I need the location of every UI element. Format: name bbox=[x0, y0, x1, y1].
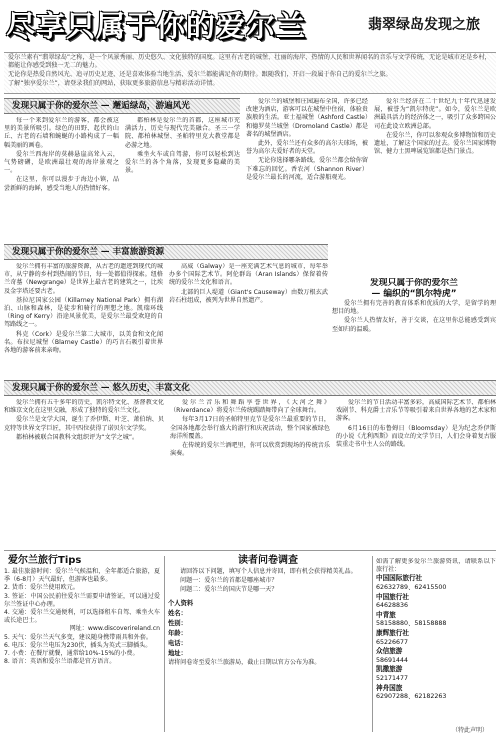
paragraph: 每一个来到爱尔兰的游客，都会被这里的美景所吸引。绿色的田野、起伏的山丘、古老的石墙和蜿蜒的小路构成了一幅幅美丽的画卷。 bbox=[4, 117, 119, 149]
agency-name: 中青旅 bbox=[376, 610, 396, 619]
text-column bbox=[336, 399, 496, 459]
title-line: 发现只属于你的爱尔兰 bbox=[370, 278, 458, 288]
reader-survey-title: 读者问卷调查 bbox=[238, 555, 298, 566]
agency-phone: 58691444 bbox=[376, 656, 409, 664]
text-column bbox=[374, 98, 496, 183]
section-body bbox=[4, 117, 240, 194]
text-column bbox=[125, 117, 240, 194]
lead-paragraph: 爱尔兰素有“翡翠绿岛”之称，是一个风景秀丽、历史悠久、文化独特的国度。这里有古老的城堡、壮丽的海岸、热情的人民和世界闻名的音乐与文学传统，无论是城市还是乡村，都能让你感受到独一无二的魅力。 bbox=[8, 54, 491, 69]
section-body bbox=[4, 263, 328, 356]
paragraph: 爱尔兰的城堡和庄园遍布全国，许多已经改建为酒店，游客可以在城堡中住宿，体验贵族般的生活。亚士福城堡（Ashford Castle）和德罗莫兰城堡（Dromoland Castle）都是著名的城堡酒店。 bbox=[246, 98, 368, 138]
survey-question: 问题二：爱尔兰的国庆节是哪一天？ bbox=[180, 586, 278, 594]
form-section-label: 个人资料 bbox=[168, 599, 194, 607]
footer-note: （特此声明） bbox=[452, 727, 489, 734]
agency-phone: 62632789、62415500 bbox=[376, 584, 447, 591]
text-column bbox=[246, 98, 368, 183]
tip-item: 5. 天气：爱尔兰天气多变，建议随身携带雨具和外套。 bbox=[4, 633, 152, 641]
agency-item bbox=[376, 665, 496, 683]
masthead bbox=[0, 0, 500, 52]
sidebar-feature-body bbox=[332, 300, 496, 334]
tip-item: 网址：www.discoverireland.cn bbox=[69, 625, 160, 633]
form-field-address[interactable]: 地址： bbox=[168, 649, 187, 657]
paragraph: 爱尔兰拥有完善的教育体系和优质的大学，是留学的理想目的地。 bbox=[332, 300, 496, 316]
paragraph: 爱尔兰是文学大国，诞生了乔伊斯、叶芝、萧伯纳、贝克特等世界文学巨匠，其中四位获得了诺贝尔文学奖。 bbox=[4, 416, 164, 432]
paragraph: 在这里，你可以漫步于海边小镇，品尝新鲜的海鲜，感受当地人的热情好客。 bbox=[4, 176, 119, 192]
sidebar-feature-title bbox=[332, 278, 496, 300]
paragraph: 无论你选择哪条路线，爱尔兰都会给你留下难忘的回忆。香农河（Shannon River）是爱尔兰最长的河流，适合游船观光。 bbox=[246, 157, 368, 181]
paragraph: 6月16日的布鲁姆日（Bloomsday）是为纪念乔伊斯的小说《尤利西斯》而设立的文学节日，人们会身着复古服装重走书中主人公的路线。 bbox=[336, 424, 496, 449]
survey-question: 问题一：爱尔兰的首都是哪座城市？ bbox=[180, 577, 278, 585]
agency-name: 中国旅行社 bbox=[376, 592, 409, 601]
paragraph: 爱尔兰经济在二十世纪九十年代迅速发展，被誉为“凯尔特虎”。如今，爱尔兰是欧洲最具活力的经济体之一，吸引了众多跨国公司在此设立欧洲总部。 bbox=[374, 98, 496, 130]
agency-phone: 64628836 bbox=[376, 602, 409, 610]
section-heading: 发现只属于你的爱尔兰 — 丰富旅游资源 bbox=[4, 244, 328, 260]
agency-item bbox=[376, 647, 496, 665]
paragraph: 每年3月17日的圣帕特里克节是爱尔兰最重要的节日，全国各地都会举行盛大的游行和庆祝活动，整个国家被绿色海洋所覆盖。 bbox=[170, 416, 330, 440]
agency-name: 众信旅游 bbox=[376, 647, 403, 656]
paragraph: 科克（Cork）是爱尔兰第二大城市，以美食和文化闻名。布拉尼城堡（Blarney Castle）的巧言石吸引着世界各地的游客前来亲吻。 bbox=[4, 330, 163, 355]
reader-survey bbox=[168, 554, 368, 734]
continuation-columns bbox=[246, 98, 496, 183]
agency-name: 康辉旅行社 bbox=[376, 628, 409, 637]
paragraph: 爱尔兰人热情友好，善于交谈，在这里你总能感受到宾至如归的温暖。 bbox=[332, 317, 496, 333]
text-column bbox=[169, 263, 328, 356]
title-line: — 编织的“凯尔特虎” bbox=[371, 289, 457, 299]
section-scenery bbox=[4, 98, 240, 238]
travel-tips bbox=[4, 554, 160, 734]
lead-paragraph: 了解“独享爱尔兰”，请登录我们的网站，获取更多旅游信息与精彩活动详情。 bbox=[8, 80, 219, 87]
column-divider bbox=[372, 556, 373, 732]
tip-item: 4. 交通：爱尔兰交通便利，可以选择租车自驾、乘坐火车或长途巴士。 bbox=[4, 609, 160, 625]
paragraph: 乘坐火车或自驾游，你可以轻松到达爱尔兰的各个角落，发现更多隐藏的美景。 bbox=[125, 150, 240, 175]
tip-item: 6. 电压：爱尔兰电压为230伏，插头为英式三脚插头。 bbox=[4, 641, 152, 649]
paragraph: 此外，爱尔兰还有众多的高尔夫球场，被誉为高尔夫爱好者的天堂。 bbox=[246, 140, 368, 156]
agency-name: 中国国际旅行社 bbox=[376, 574, 423, 583]
text-column bbox=[4, 263, 163, 356]
travel-tips-title: 爱尔兰旅行Tips bbox=[8, 555, 82, 566]
agency-item bbox=[376, 629, 496, 647]
paragraph: 爱尔兰拥有五千多年的历史，凯尔特文化、基督教文化和维京文化在这里交融，形成了独特的爱尔兰文化。 bbox=[4, 399, 164, 415]
paragraph: 爱尔兰拥有丰富的旅游资源，从古老的遗迹到现代的城市，从宁静的乡村到热闹的节日，每一处都值得探索。纽格兰奇墓（Newgrange）是世界上最古老的建筑之一，比埃及金字塔还要古老。 bbox=[4, 263, 163, 295]
page-title: 尽享只属于你的爱尔兰 bbox=[6, 9, 307, 43]
form-field-age[interactable]: 年龄： bbox=[168, 629, 187, 637]
paragraph: 基拉尼国家公园（Killarney National Park）拥有湖泊、山脉和森林，是徒步和骑行的理想之地。凯瑞环线（Ring of Kerry）沿途风景优美，是爱尔兰最受欢迎的自驾路线之一。 bbox=[4, 296, 163, 329]
survey-intro: 请回答以下问题，填写个人信息并寄回，即有机会获得精美礼品。 bbox=[180, 568, 357, 575]
agency-name: 神舟国旅 bbox=[376, 683, 403, 692]
section-divider bbox=[4, 550, 496, 551]
agency-name: 凯撒旅游 bbox=[376, 665, 403, 674]
text-column bbox=[170, 399, 330, 459]
paragraph: 在爱尔兰，你可以参观众多博物馆和历史遗址，了解这个国家的过去。爱尔兰国家博物馆、健力士黑啤展览馆都是热门景点。 bbox=[374, 131, 496, 156]
agency-phone: 58158880、58158888 bbox=[376, 620, 447, 628]
paragraph: 都柏林被联合国教科文组织评为“文学之城”。 bbox=[16, 433, 139, 441]
text-column bbox=[4, 399, 164, 459]
paragraph: 爱尔兰音乐和舞蹈享誉世界，《大河之舞》（Riverdance）将爱尔兰传统踢踏舞带向了全球舞台。 bbox=[170, 399, 330, 415]
paragraph: 北部的巨人堤道（Giant's Causeway）由数万根玄武岩石柱组成，被列为世界自然遗产。 bbox=[169, 288, 328, 304]
sidebar-feature bbox=[332, 278, 496, 374]
form-field-name[interactable]: 姓名： bbox=[168, 609, 187, 617]
text-column bbox=[4, 117, 119, 194]
agency-list bbox=[376, 574, 496, 701]
tip-item: 3. 签证：中国公民前往爱尔兰需要申请签证，可以通过爱尔兰签证中心办理。 bbox=[4, 592, 160, 608]
paragraph: 爱尔兰西海岸的莫赫悬崖高耸入云，气势磅礴，是欧洲最壮观的海岸景观之一。 bbox=[4, 150, 119, 175]
survey-closing: 请将问卷寄至爱尔兰旅游局，截止日期以官方公布为准。 bbox=[168, 658, 321, 666]
agency-item bbox=[376, 684, 496, 702]
form-field-phone[interactable]: 电话： bbox=[168, 639, 187, 647]
contacts-intro: 如需了解更多爱尔兰旅游资讯，请联系以下旅行社： bbox=[376, 558, 496, 574]
agency-item bbox=[376, 593, 496, 611]
paragraph: 都柏林是爱尔兰的首都，这座城市充满活力，历史与现代完美融合。圣三一学院、都柏林城堡、圣帕特里克大教堂都是必游之地。 bbox=[125, 117, 240, 149]
section-heading: 发现只属于你的爱尔兰 — 悠久历史，丰富文化 bbox=[4, 380, 496, 396]
paragraph: 在传统的爱尔兰酒吧里，你可以欣赏到现场的传统音乐演奏。 bbox=[170, 442, 330, 458]
agency-phone: 52171477 bbox=[376, 674, 409, 682]
section-body bbox=[4, 399, 496, 459]
section-heading: 发现只属于你的爱尔兰 — 邂逅绿岛，游遍风光 bbox=[4, 98, 240, 114]
reader-survey-body bbox=[168, 568, 368, 595]
agency-item bbox=[376, 574, 496, 592]
tip-item: 1. 最佳旅游时间：爱尔兰气候温和，全年都适合旅游，夏季（6-8月）天气最好，但游客也最多。 bbox=[4, 568, 160, 584]
form-field-gender[interactable]: 性别： bbox=[168, 619, 187, 627]
lead-intro bbox=[4, 52, 496, 94]
tip-item: 2. 货币：爱尔兰使用欧元。 bbox=[4, 584, 79, 592]
agency-contacts bbox=[376, 558, 496, 722]
paragraph: 高威（Galway）是一座充满艺术气息的城市，每年举办多个国际艺术节。阿伦群岛（Aran Islands）保留着传统的爱尔兰文化和语言。 bbox=[169, 263, 328, 287]
section-culture bbox=[4, 380, 496, 546]
travel-tips-list bbox=[4, 568, 160, 666]
section-resources bbox=[4, 244, 328, 374]
paragraph: 爱尔兰的节日活动丰富多彩，高威国际艺术节、都柏林戏剧节、科克爵士音乐节等吸引着来自世界各地的艺术家和游客。 bbox=[336, 399, 496, 423]
lead-paragraph: 无论你是热爱自然风光、追寻历史足迹，还是喜欢体验当地生活，爱尔兰都能满足你的期待。跟随我们，开启一段属于你自己的爱尔兰之旅。 bbox=[8, 71, 392, 78]
column-divider bbox=[164, 556, 165, 732]
tip-item: 7. 小费：在餐厅就餐，通常给10%-15%的小费。 bbox=[4, 650, 139, 658]
agency-item bbox=[376, 611, 496, 629]
agency-phone: 62907288、62182263 bbox=[376, 693, 447, 701]
survey-form bbox=[168, 599, 368, 659]
tip-item: 8. 语言：英语和爱尔兰语都是官方语言。 bbox=[4, 658, 116, 666]
agency-phone: 65226677 bbox=[376, 638, 409, 646]
page-subtitle: 翡翠绿岛发现之旅 bbox=[368, 17, 480, 33]
